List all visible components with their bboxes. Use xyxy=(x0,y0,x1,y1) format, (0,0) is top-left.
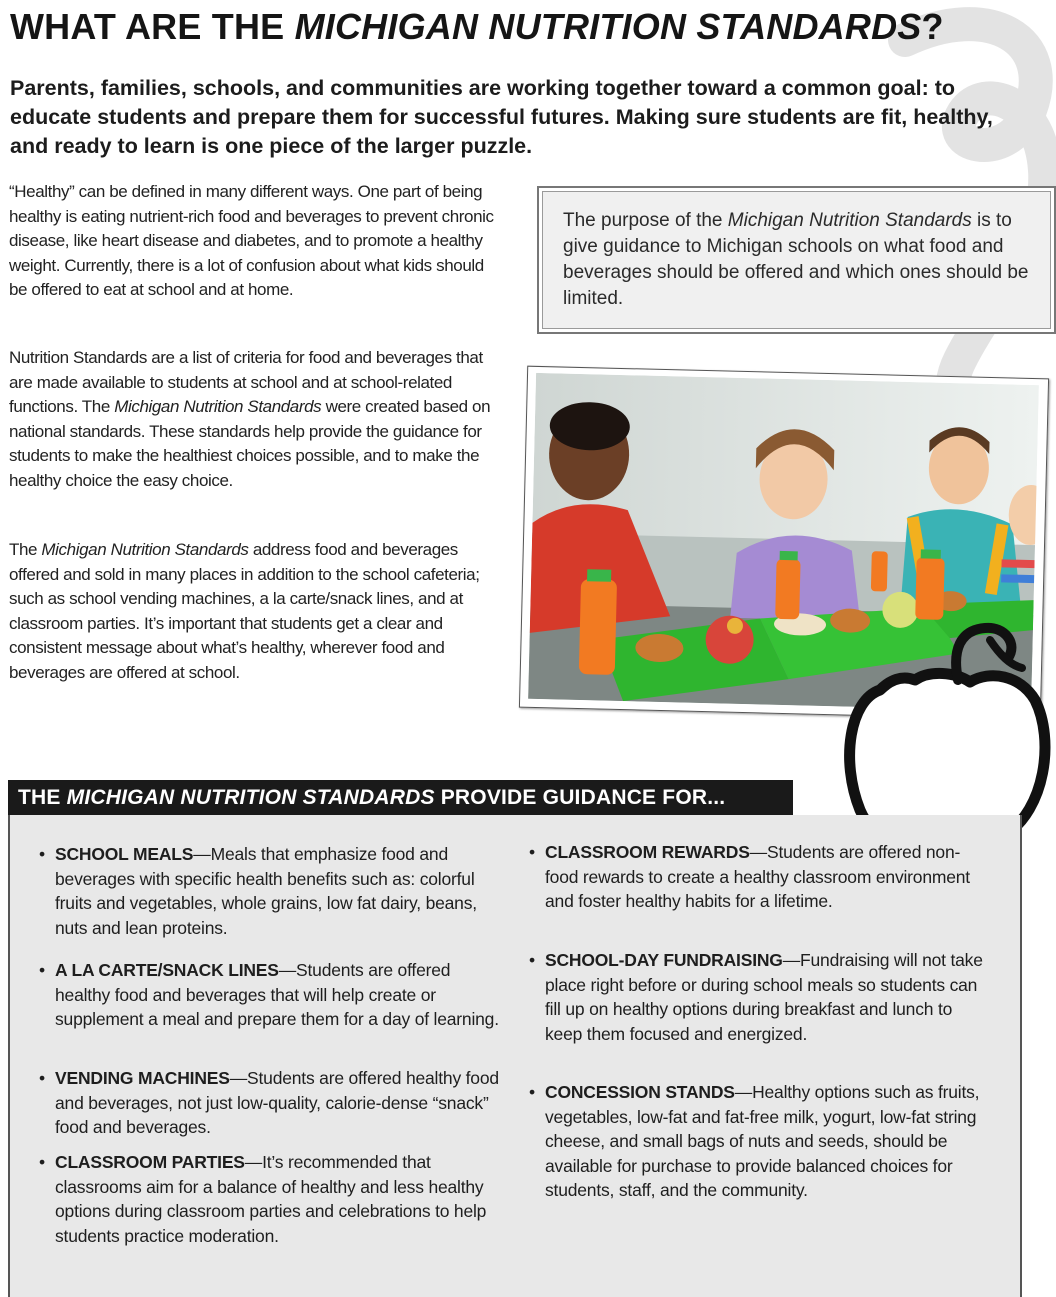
intro-paragraph: Parents, families, schools, and communities are working together toward a common goal: to educate students and prepare them for successful futures. Making sure students are fit, healthy, and ready to learn is one piece of the larger puzzle. xyxy=(10,76,993,158)
paragraph-healthy-definition: “Healthy” can be defined in many different ways. One part of being healthy is eating nutrient-rich food and beverages to prevent chronic disease, like heart disease and diabetes, and to promote a healthy weight. Currently, there is a lot of confusion about what kids should be offered to eat at school and at home. xyxy=(9,182,494,300)
guidance-section-header xyxy=(8,780,793,815)
bullet: • xyxy=(529,950,535,970)
bullet: • xyxy=(39,1068,45,1088)
bullet: • xyxy=(39,844,45,864)
list-item-vending-machines: • VENDING MACHINES—Students are offered healthy food and beverages, not just low-quality, calorie-dense “snack” food and beverages. xyxy=(39,1068,499,1137)
paragraph-where-standards-apply: The Michigan Nutrition Standards address food and beverages offered and sold in many places in addition to the school cafeteria; such as school vending machines, a la carte/snack lines, and at classroom parties. It’s important that students get a clear and consistent message about what’s healthy, wherever food and beverages are offered at school. xyxy=(9,540,480,682)
list-item-school-day-fundraising: • SCHOOL-DAY FUNDRAISING—Fundraising will not take place right before or during school meals so students can fill up on healthy options during breakfast and lunch to keep them focused and energized. xyxy=(529,950,983,1044)
list-item-school-meals: • SCHOOL MEALS—Meals that emphasize food and beverages with specific health benefits such as: colorful fruits and vegetables, whole grains, low fat dairy, beans, nuts and lean proteins. xyxy=(39,844,477,938)
guidance-header-text: THE MICHIGAN NUTRITION STANDARDS PROVIDE GUIDANCE FOR... xyxy=(18,786,726,809)
list-item-classroom-rewards: • CLASSROOM REWARDS—Students are offered non-food rewards to create a healthy classroom environment and foster healthy habits for a lifetime. xyxy=(529,842,970,911)
bullet: • xyxy=(39,1152,45,1172)
purpose-text: The purpose of the Michigan Nutrition Standards is to give guidance to Michigan schools on what food and beverages should be offered and which ones should be limited. xyxy=(563,210,1029,309)
list-item-a-la-carte: • A LA CARTE/SNACK LINES—Students are offered healthy food and beverages that will help create or supplement a meal and prepare them for a day of learning. xyxy=(39,960,499,1029)
paragraph-nutrition-standards: Nutrition Standards are a list of criteria for food and beverages that are made available to students at school and at school-related functions. The Michigan Nutrition Standards were created based on national standards. These standards help provide the guidance for students to make the healthiest choices possible, and to make the healthy choice the easy choice. xyxy=(9,348,491,490)
purpose-callout xyxy=(537,186,1056,334)
bullet: • xyxy=(529,842,535,862)
list-item-classroom-parties: • CLASSROOM PARTIES—It’s recommended that classrooms aim for a balance of healthy and less healthy options during classroom parties and celebrations to help students practice moderation. xyxy=(39,1152,487,1246)
list-item-concession-stands: • CONCESSION STANDS—Healthy options such as fruits, vegetables, low-fat and fat-free milk, yogurt, low-fat string cheese, and small bags of nuts and seeds, should be available for purchase to provide balanced choices for students, staff, and the community. xyxy=(529,1082,980,1200)
bullet: • xyxy=(39,960,45,980)
page-title: WHAT ARE THE MICHIGAN NUTRITION STANDARDS? xyxy=(10,6,944,47)
bullet: • xyxy=(529,1082,535,1102)
